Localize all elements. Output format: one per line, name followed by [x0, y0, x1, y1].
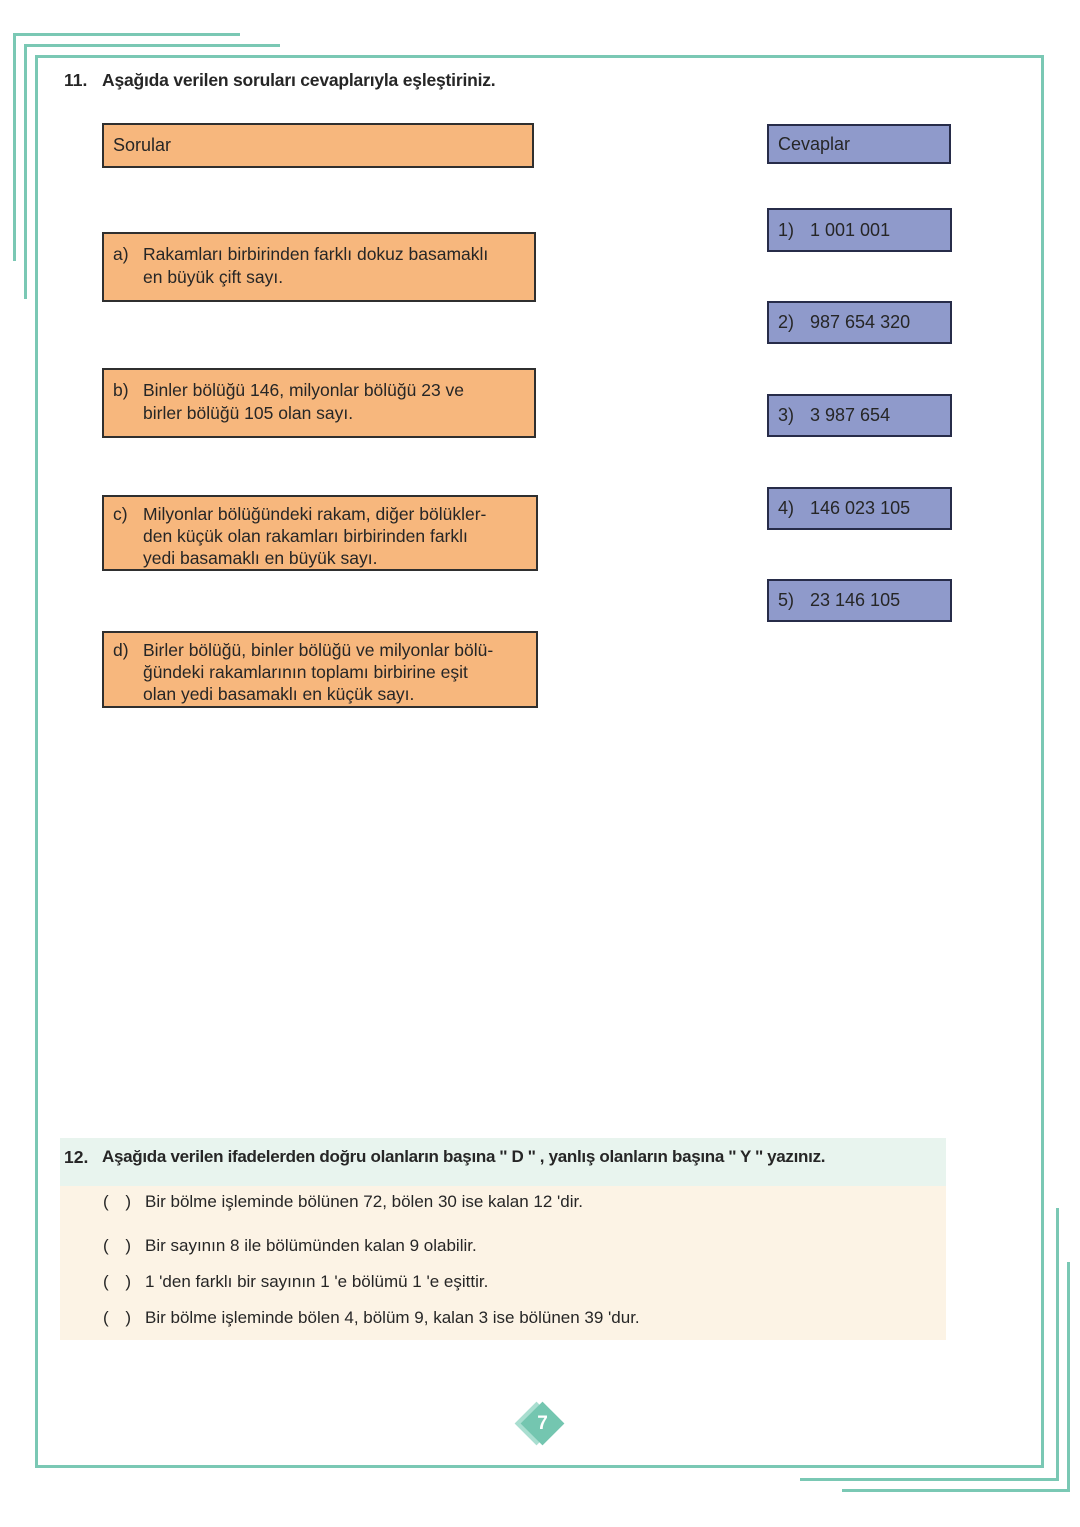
question-11-title: Aşağıda verilen soruları cevaplarıyla eşleştiriniz. [102, 70, 496, 90]
deco-line-middle-top [24, 44, 280, 47]
question-a-label: a) [113, 244, 129, 264]
statement-4-text: Bir bölme işleminde bölen 4, bölüm 9, kalan 3 ise bölünen 39 'dur. [145, 1308, 640, 1327]
statement-1-text: Bir bölme işleminde bölünen 72, bölen 30 ise kalan 12 'dir. [145, 1192, 583, 1211]
question-a-text: Rakamları birbirinden farklı dokuz basamaklı en büyük çift sayı. [143, 244, 489, 287]
question-11-number: 11. [64, 70, 88, 90]
deco-line-middle-left [24, 44, 27, 299]
question-d-label: d) [113, 640, 129, 660]
page-number-badge [519, 1400, 565, 1446]
answer-3-value: 3 987 654 [810, 405, 891, 425]
question-11-header [64, 70, 964, 91]
answer-4-label: 4) [778, 498, 795, 518]
answer-1-value: 1 001 001 [810, 219, 891, 240]
answers-header-label: Cevaplar [778, 133, 851, 154]
question-c-label: c) [113, 504, 128, 524]
question-item-a [102, 232, 536, 302]
deco-line-outer-bottom [842, 1489, 1070, 1492]
questions-column-header [102, 123, 534, 168]
deco-line-outer-top [13, 33, 240, 36]
statement-1-answer-blank: ( ) [103, 1192, 138, 1211]
question-item-b [102, 368, 536, 438]
answer-2-value: 987 654 320 [810, 312, 911, 332]
question-item-c [102, 495, 538, 571]
statement-4 [103, 1308, 923, 1328]
question-12-number: 12. [64, 1147, 89, 1167]
statement-3-answer-blank: ( ) [103, 1272, 138, 1291]
answer-1-label: 1) [778, 219, 795, 240]
answer-2-label: 2) [778, 312, 795, 332]
question-b-label: b) [113, 380, 129, 400]
deco-line-outer-right [1067, 1262, 1070, 1492]
deco-line-outer-left [13, 33, 16, 261]
statement-2-answer-blank: ( ) [103, 1236, 138, 1255]
question-c-text: Milyonlar bölüğündeki rakam, diğer bölükler- den küçük olan rakamları birbirinden farklı yedi basamaklı en büyük sayı. [143, 504, 487, 568]
answer-item-2 [767, 301, 952, 344]
statement-4-answer-blank: ( ) [103, 1308, 138, 1327]
answers-column-header [767, 124, 951, 164]
statement-1 [103, 1192, 923, 1212]
deco-line-middle-bottom [800, 1478, 1059, 1481]
answer-4-value: 146 023 105 [810, 498, 911, 518]
question-12-title: Aşağıda verilen ifadelerden doğru olanların başına '' D '' , yanlış olanların başına '' Y '' yazınız. [102, 1147, 826, 1166]
answer-item-5 [767, 579, 952, 622]
question-item-d [102, 631, 538, 708]
answer-item-3 [767, 394, 952, 437]
answer-item-1 [767, 208, 952, 252]
question-12-header [64, 1147, 964, 1168]
statement-3-text: 1 'den farklı bir sayının 1 'e bölümü 1 'e eşittir. [145, 1272, 489, 1291]
answer-5-label: 5) [778, 590, 795, 610]
answer-item-4 [767, 487, 952, 530]
page-number: 7 [537, 1412, 548, 1434]
statement-3 [103, 1272, 923, 1292]
answer-3-label: 3) [778, 405, 795, 425]
questions-header-label: Sorular [113, 135, 172, 155]
statement-2-text: Bir sayının 8 ile bölümünden kalan 9 olabilir. [145, 1236, 477, 1255]
answer-5-value: 23 146 105 [810, 590, 901, 610]
deco-line-middle-right [1056, 1208, 1059, 1481]
question-d-text: Birler bölüğü, binler bölüğü ve milyonlar bölü- ğündeki rakamlarının toplamı birbirine eşit olan yedi basamaklı en küçük sayı. [143, 640, 494, 704]
question-b-text: Binler bölüğü 146, milyonlar bölüğü 23 ve birler bölüğü 105 olan sayı. [143, 380, 465, 423]
statement-2 [103, 1236, 923, 1256]
